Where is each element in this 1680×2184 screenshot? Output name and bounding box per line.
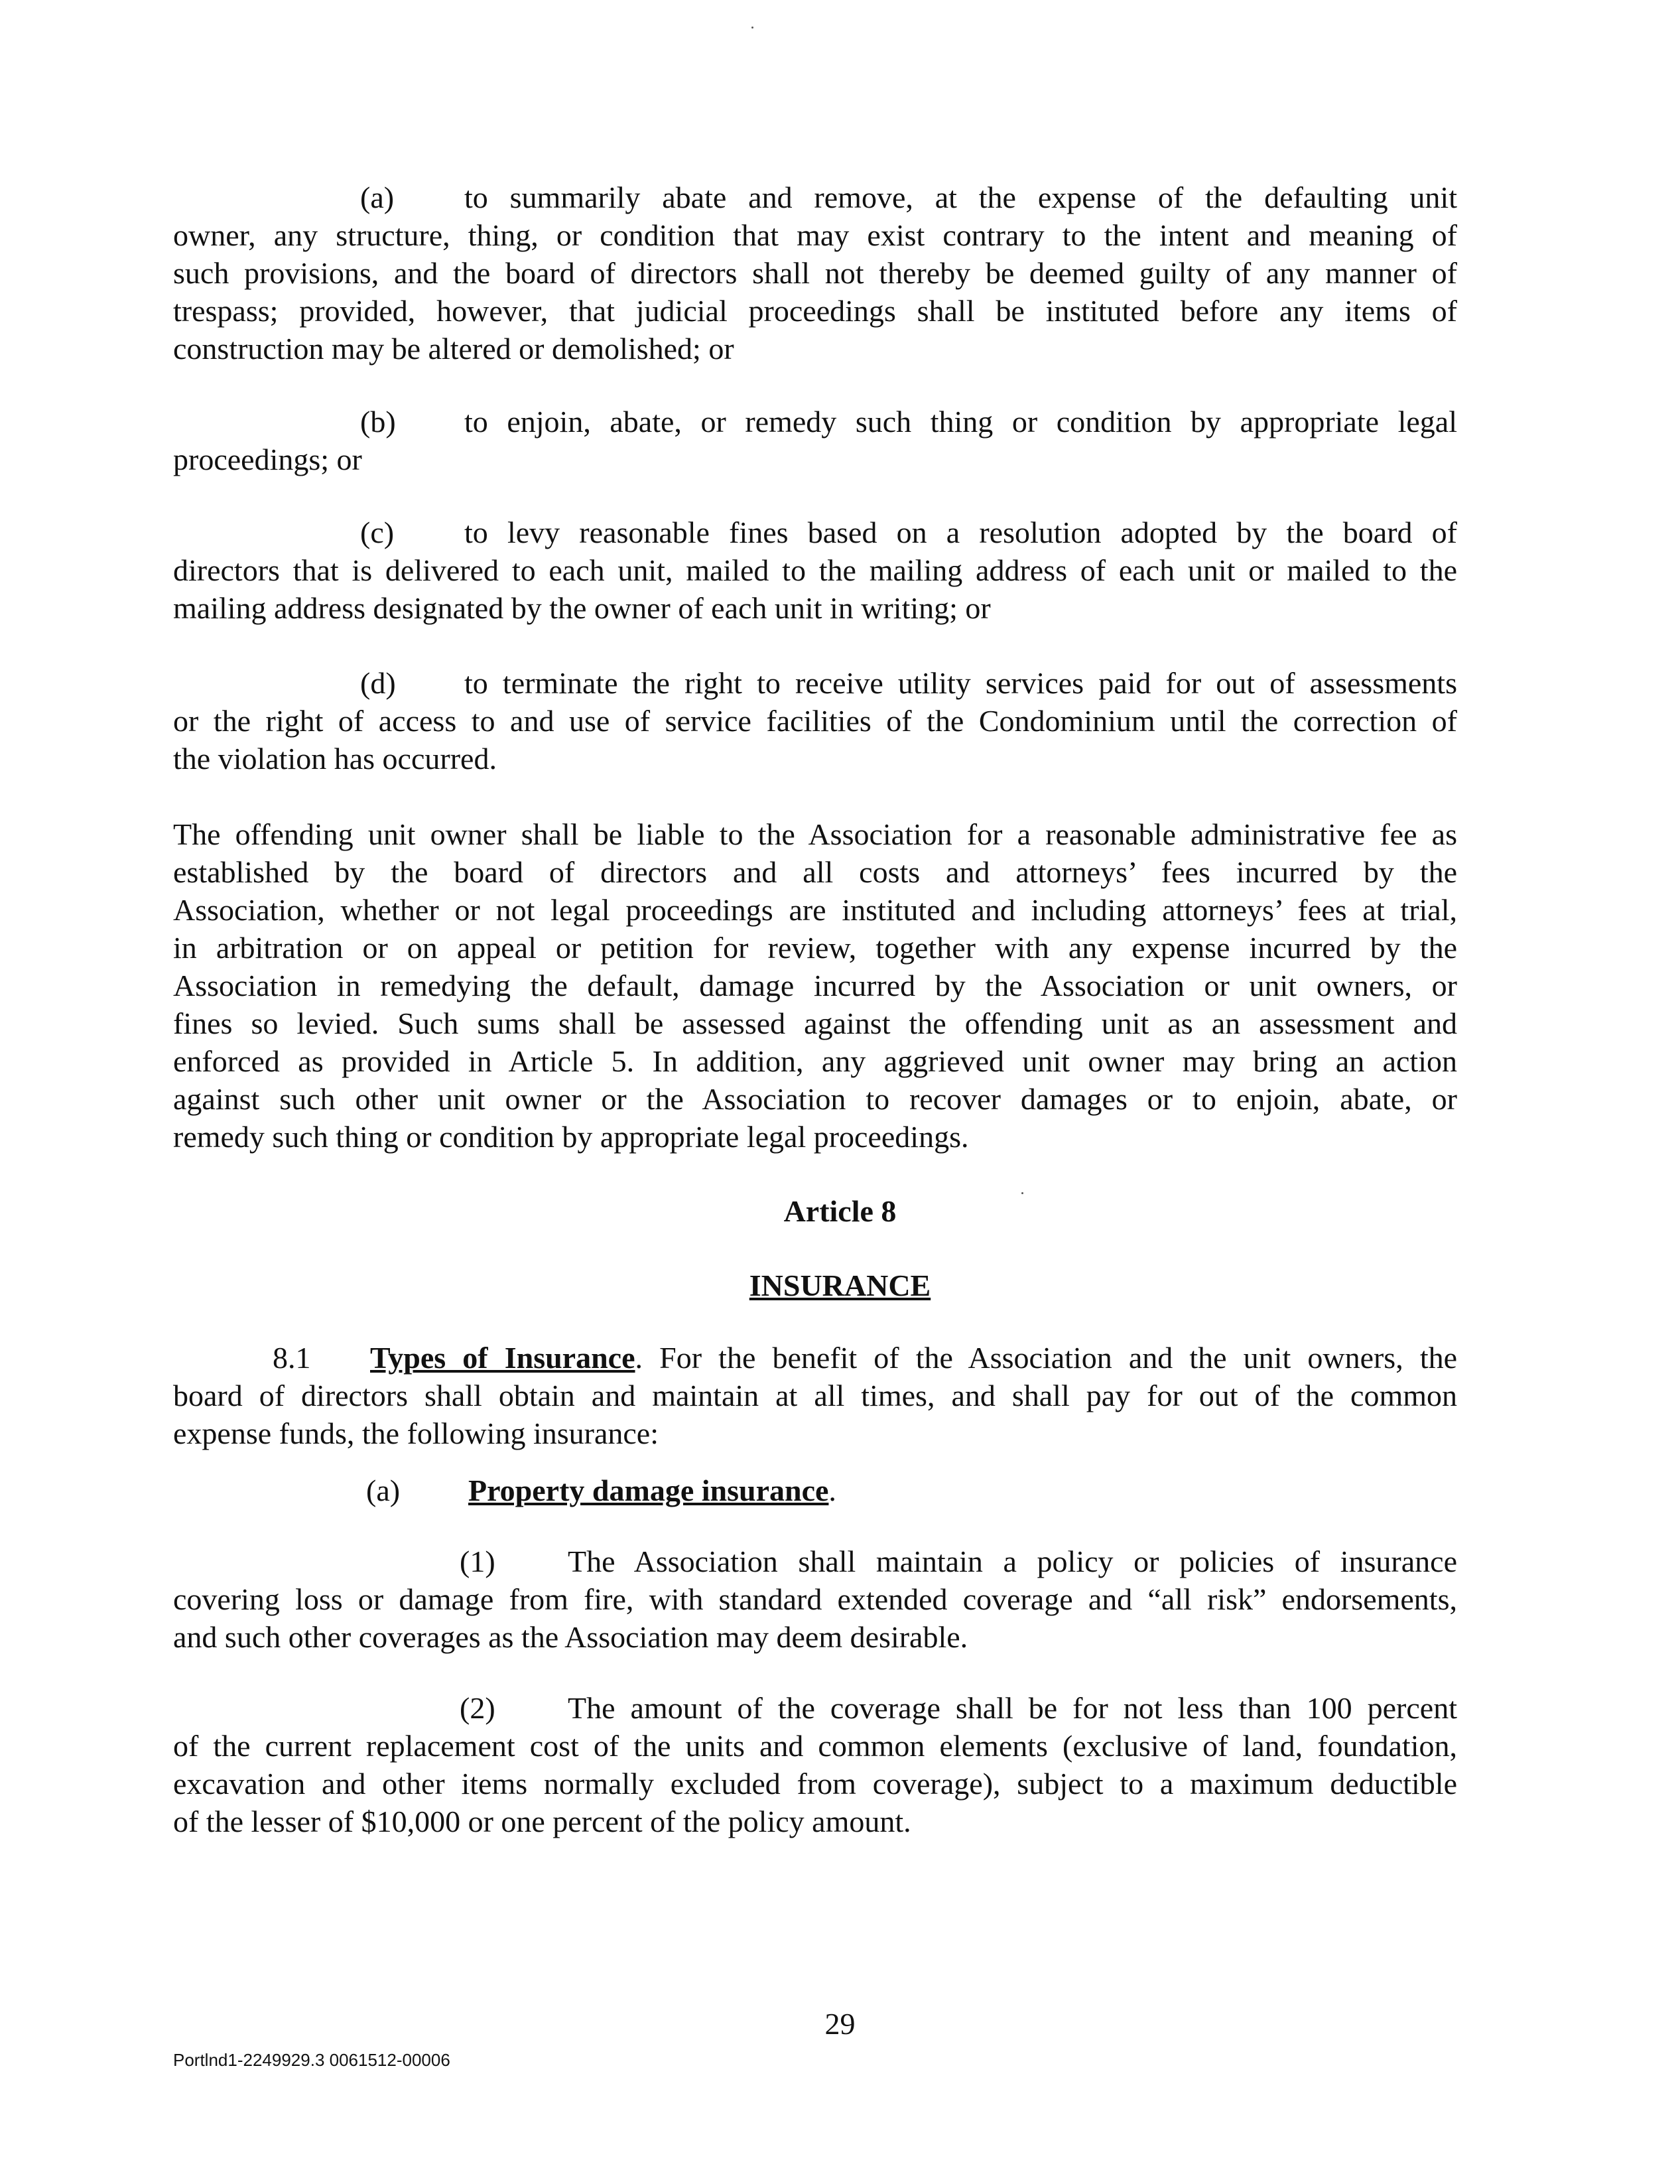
item-c-line-2: directors that is delivered to each unit, mailed to the mailing address of each unit or mailed to the bbox=[173, 553, 1457, 587]
liability-paragraph bbox=[173, 815, 1457, 1156]
page-number: 29 bbox=[824, 2007, 856, 2041]
item-d-label: (d) bbox=[360, 666, 396, 700]
property-damage-heading: Property damage insurance bbox=[468, 1473, 829, 1507]
article-title: INSURANCE bbox=[749, 1268, 931, 1302]
section-number: 8.1 bbox=[273, 1341, 311, 1375]
subitem-2-line-4: of the lesser of $10,000 or one percent of the policy amount. bbox=[173, 1805, 911, 1838]
item-a-property-damage bbox=[173, 1471, 1457, 1509]
item-b-line-2: proceedings; or bbox=[173, 443, 362, 476]
subitem-1-line-1: (1) The Association shall maintain a policy or policies of insurance bbox=[173, 1542, 1457, 1580]
liability-line-6: fines so levied. Such sums shall be assessed against the offending unit as an assessment and bbox=[173, 1006, 1457, 1040]
item-a-line-4: trespass; provided, however, that judicial proceedings shall be instituted before any items of bbox=[173, 294, 1457, 328]
item-a-line-1: (a) to summarily abate and remove, at the expense of the defaulting unit bbox=[173, 178, 1457, 216]
section-8-1-line-3: expense funds, the following insurance: bbox=[173, 1416, 659, 1450]
subitem-2-line-1: (2) The amount of the coverage shall be for not less than 100 percent bbox=[173, 1689, 1457, 1727]
scan-speck bbox=[751, 27, 753, 29]
item-a-line-2: owner, any structure, thing, or condition that may exist contrary to the intent and meaning of bbox=[173, 218, 1457, 252]
item-a-line-3: such provisions, and the board of directors shall not thereby be deemed guilty of any manner of bbox=[173, 256, 1457, 290]
subitem-2-label: (2) bbox=[460, 1691, 495, 1725]
subitem-1 bbox=[173, 1542, 1457, 1656]
item-b-enjoin bbox=[173, 403, 1457, 478]
item-c-line-1: (c) to levy reasonable fines based on a resolution adopted by the board of bbox=[173, 513, 1457, 551]
liability-line-2: established by the board of directors and all costs and attorneys’ fees incurred by the bbox=[173, 855, 1457, 889]
item-d-terminate bbox=[173, 664, 1457, 778]
item-b-label: (b) bbox=[360, 405, 396, 439]
item-d-line-1: (d) to terminate the right to receive utility services paid for out of assessments bbox=[173, 664, 1457, 702]
item-c-levy-fines bbox=[173, 513, 1457, 627]
item-d-line-2: or the right of access to and use of service facilities of the Condominium until the correction of bbox=[173, 704, 1457, 738]
item-c-label: (c) bbox=[360, 515, 395, 549]
liability-line-1: The offending unit owner shall be liable to the Association for a reasonable administrative fee as bbox=[173, 817, 1457, 851]
item-c-line-3: mailing address designated by the owner of each unit in writing; or bbox=[173, 591, 991, 625]
subitem-1-line-3: and such other coverages as the Association may deem desirable. bbox=[173, 1620, 968, 1654]
item-a2-line: (a) Property damage insurance. bbox=[173, 1471, 1457, 1509]
subitem-1-line-2: covering loss or damage from fire, with standard extended coverage and “all risk” endorsements, bbox=[173, 1582, 1457, 1616]
liability-line-9: remedy such thing or condition by appropriate legal proceedings. bbox=[173, 1120, 969, 1154]
item-d-line-3: the violation has occurred. bbox=[173, 742, 497, 776]
subitem-2-line-3: excavation and other items normally excluded from coverage), subject to a maximum deductible bbox=[173, 1767, 1457, 1801]
section-heading: Types of Insurance bbox=[370, 1341, 635, 1375]
item-a-summarily-abate bbox=[173, 178, 1457, 368]
subitem-1-label: (1) bbox=[460, 1544, 495, 1578]
section-8-1 bbox=[173, 1339, 1457, 1452]
subitem-2 bbox=[173, 1689, 1457, 1840]
liability-line-3: Association, whether or not legal proceedings are instituted and including attorneys’ fees at trial, bbox=[173, 893, 1457, 927]
liability-line-5: Association in remedying the default, damage incurred by the Association or unit owners, or bbox=[173, 969, 1457, 1002]
article-title-wrap bbox=[0, 1266, 1680, 1304]
liability-line-8: against such other unit owner or the Association to recover damages or to enjoin, abate, or bbox=[173, 1082, 1457, 1116]
article-heading: Article 8 bbox=[783, 1194, 897, 1228]
section-8-1-line-1: 8.1 Types of Insurance. For the benefit of the Association and the unit owners, the bbox=[173, 1339, 1457, 1377]
liability-line-7: enforced as provided in Article 5. In addition, any aggrieved unit owner may bring an action bbox=[173, 1044, 1457, 1078]
subitem-2-line-2: of the current replacement cost of the units and common elements (exclusive of land, foundation, bbox=[173, 1729, 1457, 1763]
item-a-line-5: construction may be altered or demolished; or bbox=[173, 332, 734, 366]
section-8-1-line-2: board of directors shall obtain and maintain at all times, and shall pay for out of the common bbox=[173, 1379, 1457, 1412]
item-a-label: (a) bbox=[360, 180, 395, 214]
liability-line-4: in arbitration or on appeal or petition for review, together with any expense incurred by the bbox=[173, 931, 1457, 965]
document-footer-id: Portlnd1-2249929.3 0061512-00006 bbox=[173, 2050, 450, 2070]
item-a2-label: (a) bbox=[366, 1473, 401, 1507]
item-b-line-1: (b) to enjoin, abate, or remedy such thing or condition by appropriate legal bbox=[173, 403, 1457, 441]
